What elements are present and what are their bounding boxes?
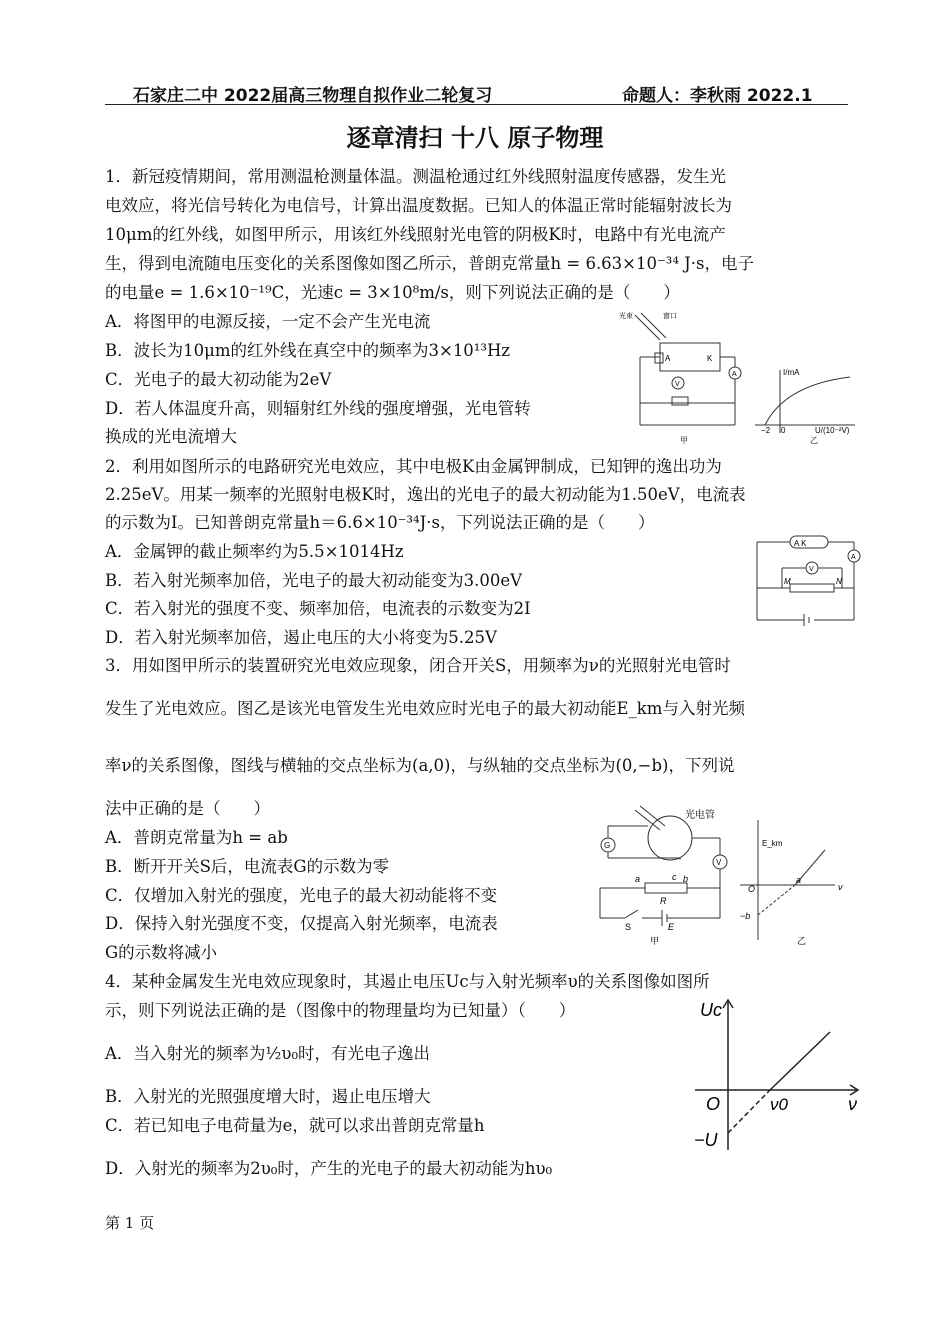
q3-option-b: B．断开开关S后，电流表G的示数为零	[105, 857, 390, 876]
q1-fig-a: A	[665, 354, 671, 363]
header-left: 石家庄二中 2022届高三物理自拟作业二轮复习	[133, 86, 493, 106]
q3-option-d-1: D．保持入射光强度不变，仅提高入射光频率，电流表	[105, 914, 498, 933]
q2-option-d: D．若入射光频率加倍，遏止电压的大小将变为5.25V	[105, 628, 497, 647]
q4-fig-v0: ν0	[770, 1095, 788, 1114]
q4-option-d: D．入射光的频率为2υ₀时，产生的光电子的最大初动能为hυ₀	[105, 1159, 553, 1178]
q3-fig-r: R	[660, 896, 667, 906]
q1-fig-ammeter: A	[732, 371, 737, 378]
q2-fig-m: M	[784, 577, 791, 586]
q2-option-b: B．若入射光频率加倍，光电子的最大初动能变为3.00eV	[105, 571, 523, 590]
q2-line-1: 2．利用如图所示的电路研究光电效应，其中电极K由金属钾制成，已知钾的逸出功为	[105, 457, 722, 476]
q1-fig-voltmeter: V	[675, 381, 680, 388]
q1-fig-light-label: 光束	[619, 313, 633, 320]
q4-line-2: 示，则下列说法正确的是（图像中的物理量均为已知量）（ ）	[105, 1001, 576, 1020]
q4-fig-ylabel: Uc	[700, 1000, 722, 1020]
q1-fig-xlabel: U/(10⁻²V)	[815, 426, 850, 435]
q4-option-c: C．若已知电子电荷量为e，就可以求出普朗克常量h	[105, 1116, 485, 1135]
q3-fig-s: S	[625, 922, 632, 932]
q1-line-5: 的电量e = 1.6×10⁻¹⁹C，光速c = 3×10⁸m/s，则下列说法正确的是（ ）	[105, 283, 680, 302]
q2-option-c: C．若入射光的强度不变、频率加倍，电流表的示数变为2I	[105, 599, 531, 618]
q1-fig-window-label: 窗口	[663, 313, 677, 320]
q2-option-a: A．金属钾的截止频率约为5.5×1014Hz	[105, 542, 404, 561]
q4-fig-origin: O	[706, 1094, 721, 1114]
q2-fig-n: N	[836, 577, 842, 586]
q4-fig-neg-u: −U	[694, 1130, 718, 1150]
q1-line-4: 生，得到电流随电压变化的关系图像如图乙所示，普朗克常量h = 6.63×10⁻³⁴ J·s，电子	[105, 254, 755, 273]
header-rule	[105, 104, 848, 105]
q1-option-d-1: D．若人体温度升高，则辐射红外线的强度增强，光电管转	[105, 399, 531, 418]
page-footer: 第 1 页	[105, 1214, 155, 1232]
q3-fig-neg-b: −b	[740, 911, 751, 921]
q3-option-c: C．仅增加入射光的强度，光电子的最大初动能将不变	[105, 886, 498, 905]
q1-fig-origin: 0	[781, 426, 786, 435]
q1-line-3: 10μm的红外线，如图甲所示，用该红外线照射光电管的阴极K时，电路中有光电流产	[105, 225, 726, 244]
q3-fig-c: c	[672, 872, 677, 882]
q3-figure	[590, 800, 855, 950]
q1-fig-ylabel: I/mA	[783, 368, 800, 377]
page-title: 逐章清扫 十八 原子物理	[346, 124, 604, 152]
q4-option-a: A．当入射光的频率为½υ₀时，有光电子逸出	[105, 1044, 431, 1063]
q1-figure	[615, 305, 865, 445]
q3-fig-cap-yi: 乙	[797, 936, 807, 946]
q3-fig-tube: 光电管	[685, 810, 715, 821]
q4-fig-xlabel: ν	[848, 1094, 857, 1114]
q3-option-a: A．普朗克常量为h = ab	[105, 828, 288, 847]
q3-fig-a: a	[635, 874, 641, 884]
header-right: 命题人：李秋雨 2022.1	[622, 86, 813, 106]
q3-line-3: 率ν的关系图像，图线与横轴的交点坐标为(a,0)，与纵轴的交点坐标为(0,−b)，下列说	[105, 756, 735, 775]
q1-fig-cap-jia: 甲	[680, 436, 688, 445]
q3-line-2: 发生了光电效应。图乙是该光电管发生光电效应时光电子的最大初动能E_km与入射光频	[105, 699, 745, 718]
q3-fig-origin: O	[748, 884, 756, 894]
q2-fig-ammeter: A	[851, 554, 856, 561]
q1-fig-cap-yi: 乙	[810, 436, 818, 445]
q1-option-b: B．波长为10μm的红外线在真空中的频率为3×10¹³Hz	[105, 341, 511, 360]
q2-figure	[752, 520, 867, 632]
q3-fig-v: V	[716, 858, 722, 867]
q4-figure	[690, 990, 870, 1160]
q3-fig-e: E	[668, 922, 675, 932]
q2-line-2: 2.25eV。用某一频率的光照射电极K时，逸出的光电子的最大初动能为1.50eV，电流表	[105, 485, 746, 504]
q3-line-4: 法中正确的是（ ）	[105, 799, 270, 818]
q1-option-d-2: 换成的光电流增大	[105, 427, 237, 446]
q4-option-b: B．入射光的光照强度增大时，遏止电压增大	[105, 1087, 431, 1106]
q1-line-1: 1．新冠疫情期间，常用测温枪测量体温。测温枪通过红外线照射温度传感器，发生光	[105, 167, 726, 186]
q2-fig-tube: A K	[794, 539, 807, 548]
q1-option-c: C．光电子的最大初动能为2eV	[105, 370, 332, 389]
q1-line-2: 电效应，将光信号转化为电信号，计算出温度数据。已知人的体温正常时能辐射波长为	[105, 196, 732, 215]
q3-fig-b: b	[683, 874, 689, 884]
q3-fig-ylabel: E_km	[762, 839, 783, 848]
q3-line-1: 3．用如图甲所示的装置研究光电效应现象，闭合开关S，用频率为ν的光照射光电管时	[105, 656, 731, 675]
q2-line-3: 的示数为I。已知普朗克常量h＝6.6×10⁻³⁴J·s，下列说法正确的是（ ）	[105, 513, 655, 532]
q3-option-d-2: G的示数将减小	[105, 943, 218, 962]
q1-fig-k: K	[707, 354, 713, 363]
q3-fig-cap-jia: 甲	[650, 936, 660, 946]
q1-fig-tick: −2	[761, 426, 771, 435]
q3-fig-xlabel: ν	[838, 882, 843, 892]
q3-fig-pt-a: a	[796, 875, 802, 885]
q2-fig-voltmeter: V	[809, 566, 814, 573]
q1-option-a: A．将图甲的电源反接，一定不会产生光电流	[105, 312, 431, 331]
q4-line-1: 4．某种金属发生光电效应现象时，其遏止电压Uc与入射光频率υ的关系图像如图所	[105, 972, 710, 991]
q3-fig-g: G	[604, 841, 611, 850]
